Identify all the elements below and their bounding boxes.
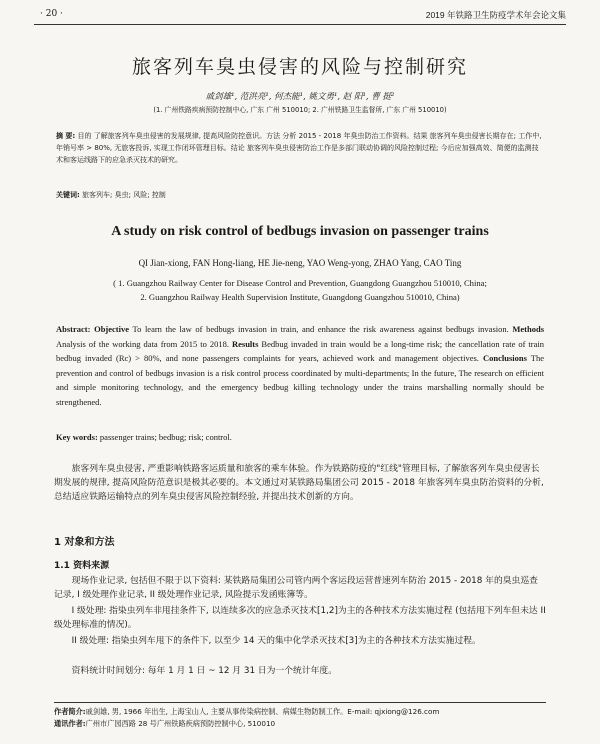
english-affiliation — [0, 276, 600, 304]
journal-title: 2019 年铁路卫生防疫学术年会论文集 — [425, 10, 566, 20]
english-affiliation-2: 2. Guangzhou Railway Health Supervision Institute, Guangdong Guangzhou 510010, China) — [140, 292, 460, 302]
footnote-author-text: 戚剑雄, 男, 1966 年出生, 上海宝山人, 主要从事传染病控制、病媒生物防制工作。E-mail: qjxiong@126.com — [85, 707, 440, 716]
english-title: A study on risk control of bedbugs invasion on passenger trains — [111, 224, 489, 239]
footnote-address-label: 通讯作者: — [54, 719, 86, 728]
paragraph-level-1: I 级处理: 指染虫列车非甩挂条件下, 以连续多次的应急杀灭技术[1,2]为主的各种技术方法实施过程 (包括甩下列车但未达 II 级处理标准的情况)。 — [54, 606, 546, 631]
page-number: · 20 · — [40, 9, 63, 19]
footnote-author-label: 作者简介: — [54, 707, 86, 716]
footnote-address — [54, 718, 546, 730]
chinese-title: 旅客列车臭虫侵害的风险与控制研究 — [131, 56, 468, 78]
chinese-affiliation: (1. 广州铁路疾病预防控制中心, 广东 广州 510010; 2. 广州铁路卫生监督所, 广东 广州 510010) — [153, 106, 447, 114]
english-abstract — [56, 322, 544, 409]
methods-text: Analysis of the working data from 2015 to 2018. — [56, 338, 229, 349]
english-authors: QI Jian-xiong, FAN Hong-liang, HE Jie-neng, YAO Weng-yong, ZHAO Yang, CAO Ting — [138, 258, 462, 268]
conclusions-label: Conclusions — [482, 353, 527, 363]
english-keywords — [56, 432, 544, 442]
english-keywords-text: passenger trains; bedbug; risk; control. — [99, 432, 232, 442]
conclusions-text: The prevention and control of bedbugs invasion is a risk control process coordinated by multi-departments; In the future, The research on efficient and simple monitoring technology, and the emergency bedbug killing technology under the trains marshalling normally should be strengthened. — [56, 353, 545, 407]
results-text: Bedbug invaded in train would be a long-time risk; the cancellation rate of train bedbug invaded (Rc) > 80%, and none passengers complaints for years, achieved work and management objectives. — [56, 338, 544, 363]
paragraph-statistics-period: 资料统计时间划分: 每年 1 月 1 日 ~ 12 月 31 日为一个统计年度。 — [71, 666, 338, 676]
chinese-abstract-label: 摘 要: — [56, 132, 76, 140]
english-abstract-label: Abstract: — [56, 324, 91, 334]
section-heading: 1 对象和方法 — [54, 537, 115, 548]
chinese-authors: 戚剑雄¹, 范洪亮¹, 何杰能¹, 姚文勇¹, 赵 阳¹, 曹 挺² — [205, 92, 395, 102]
objective-label: Objective — [94, 324, 130, 334]
footnote-author — [54, 706, 546, 718]
chinese-abstract — [56, 130, 544, 166]
methods-label: Methods — [512, 324, 545, 334]
objective-text: To learn the law of bedbugs invasion in train, and enhance the risk awareness against bedbugs invasion. — [132, 324, 509, 334]
paragraph-data-sources: 现场作业记录, 包括但不限于以下资料: 某铁路局集团公司管内两个客运段运营普速列车防治 2015 - 2018 年的臭虫巡查记录, I 级处理作业记录, II 级处理作业记录, 风险提示发函账簿等。 — [54, 576, 538, 601]
english-affiliation-1: ( 1. Guangzhou Railway Center for Disease Control and Prevention, Guangdong Guangzhou 510010, China; — [113, 278, 487, 288]
chinese-keywords-label: 关键词: — [56, 191, 80, 199]
chinese-keywords — [56, 190, 544, 200]
english-keywords-label: Key words: — [56, 432, 98, 442]
intro-paragraph: 旅客列车臭虫侵害, 严重影响铁路客运质量和旅客的乘车体验。作为铁路防疫的"红线"管理目标, 了解旅客列车臭虫侵害长期发展的规律, 提高风险防范意识是极其必要的。本文通过对某铁路局集团公司 2015 - 2018 年旅客列车臭虫防治资料的分析, 总结适应铁路运输特点的列车臭虫侵害风险控制经验, 并提出技术创新的方向。 — [54, 464, 544, 503]
paragraph-level-2: II 级处理: 指染虫列车甩下的条件下, 以至少 14 天的集中化学杀灭技术[3]为主的各种技术方法实施过程。 — [71, 636, 481, 646]
footnote — [54, 702, 546, 730]
footnote-address-text: 广州市广园西路 28 号广州铁路疾病预防控制中心, 510010 — [85, 719, 276, 728]
chinese-abstract-text: 目的 了解旅客列车臭虫侵害的发展规律, 提高风险防控意识。方法 分析 2015 - 2018 年臭虫防治工作资料。结果 旅客列车臭虫侵害长期存在; 工作中, 年销号率 > 80%, 无旅客投诉, 实现工作闭环管理目标。结论 旅客列车臭虫侵害防治工作是多部门联动协调的风险控制过程; 今后应加强高效、简便的监测技术和客运线路下的应急杀灭技术的研究。 — [56, 132, 542, 164]
subsection-heading: 1.1 资料来源 — [54, 561, 110, 571]
results-label: Results — [231, 338, 259, 349]
chinese-keywords-text: 旅客列车; 臭虫; 风险; 控制 — [82, 191, 166, 199]
running-header — [34, 6, 566, 25]
